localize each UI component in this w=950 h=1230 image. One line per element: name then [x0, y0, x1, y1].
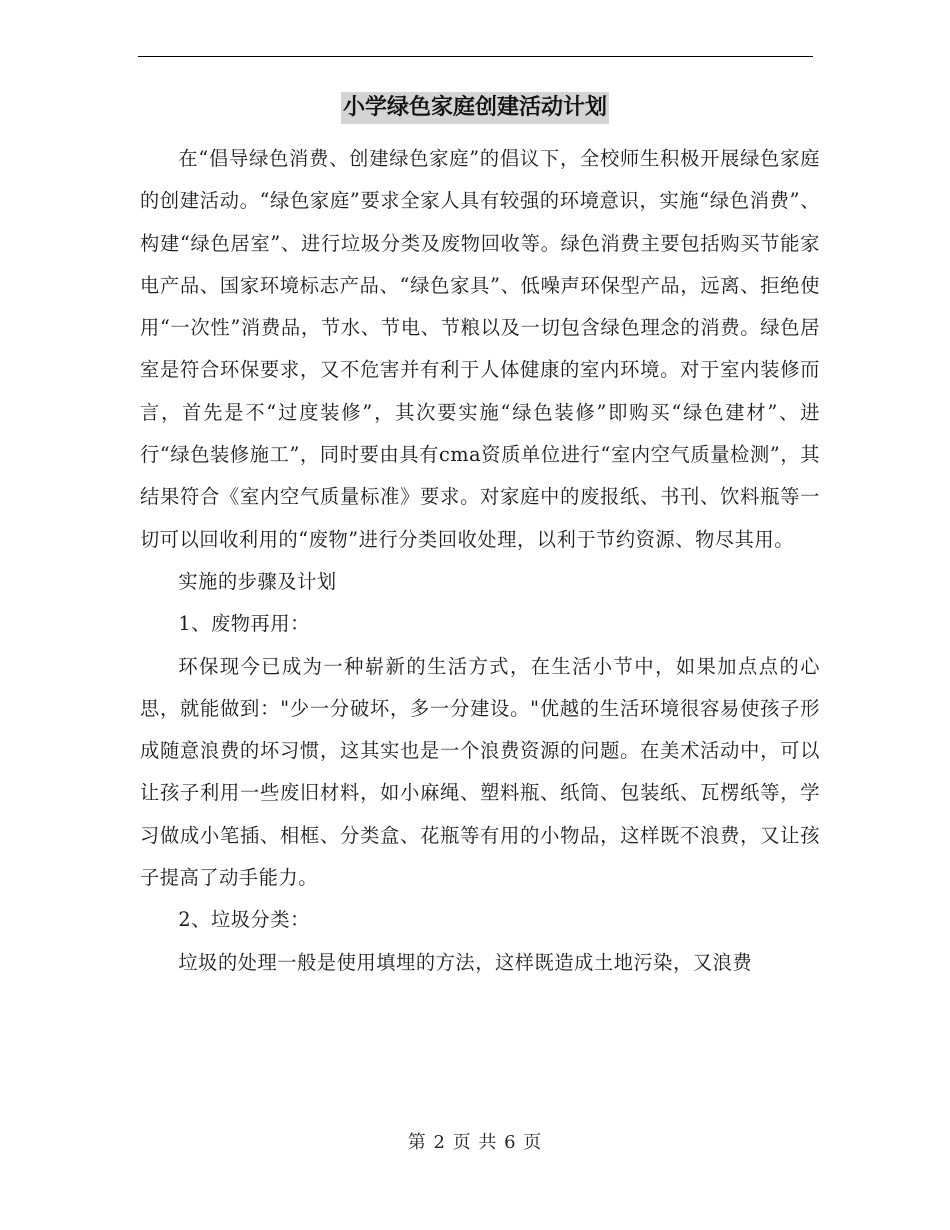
paragraph-steps-heading: 实施的步骤及计划	[178, 569, 337, 593]
header-rule	[138, 56, 813, 57]
paragraph-section-2-heading: 2、垃圾分类：	[178, 908, 310, 932]
document-body	[140, 138, 820, 984]
paragraph-section-1-heading: 1、废物再用：	[178, 612, 310, 636]
paragraph-section-2-body: 垃圾的处理一般是使用填埋的方法，这样既造成土地污染，又浪费	[178, 950, 753, 974]
page-footer: 第 2 页 共 6 页	[407, 1132, 543, 1153]
paragraph-section-1-body: 环保现今已成为一种崭新的生活方式，在生活小节中，如果加点点的心思，就能做到："少一分破坏，多一分建设。"优越的生活环境很容易使孩子形成随意浪费的坏习惯，这其实也是一个浪费资源的问题。在美术活动中，可以让孩子利用一些废旧材料，如小麻绳、塑料瓶、纸筒、包装纸、瓦楞纸等，学习做成小笔插、相框、分类盒、花瓶等有用的小物品，这样既不浪费，又让孩子提高了动手能力。	[140, 654, 820, 890]
document-title: 小学绿色家庭创建活动计划	[341, 92, 609, 124]
paragraph-intro: 在“倡导绿色消费、创建绿色家庭”的倡议下，全校师生积极开展绿色家庭的创建活动。“绿色家庭”要求全家人具有较强的环境意识，实施“绿色消费”、构建“绿色居室”、进行垃圾分类及废物回收等。绿色消费主要包括购买节能家电产品、国家环境标志产品、“绿色家具”、低噪声环保型产品，远离、拒绝使用“一次性”消费品，节水、节电、节粮以及一切包含绿色理念的消费。绿色居室是符合环保要求，又不危害并有利于人体健康的室内环境。对于室内装修而言，首先是不“过度装修”，其次要实施“绿色装修”即购买“绿色建材”、进行“绿色装修施工”，同时要由具有cma资质单位进行“室内空气质量检测”，其结果符合《室内空气质量标准》要求。对家庭中的废报纸、书刊、饮料瓶等一切可以回收利用的“废物”进行分类回收处理，以利于节约资源、物尽其用。	[140, 147, 820, 551]
title-container	[0, 92, 950, 124]
